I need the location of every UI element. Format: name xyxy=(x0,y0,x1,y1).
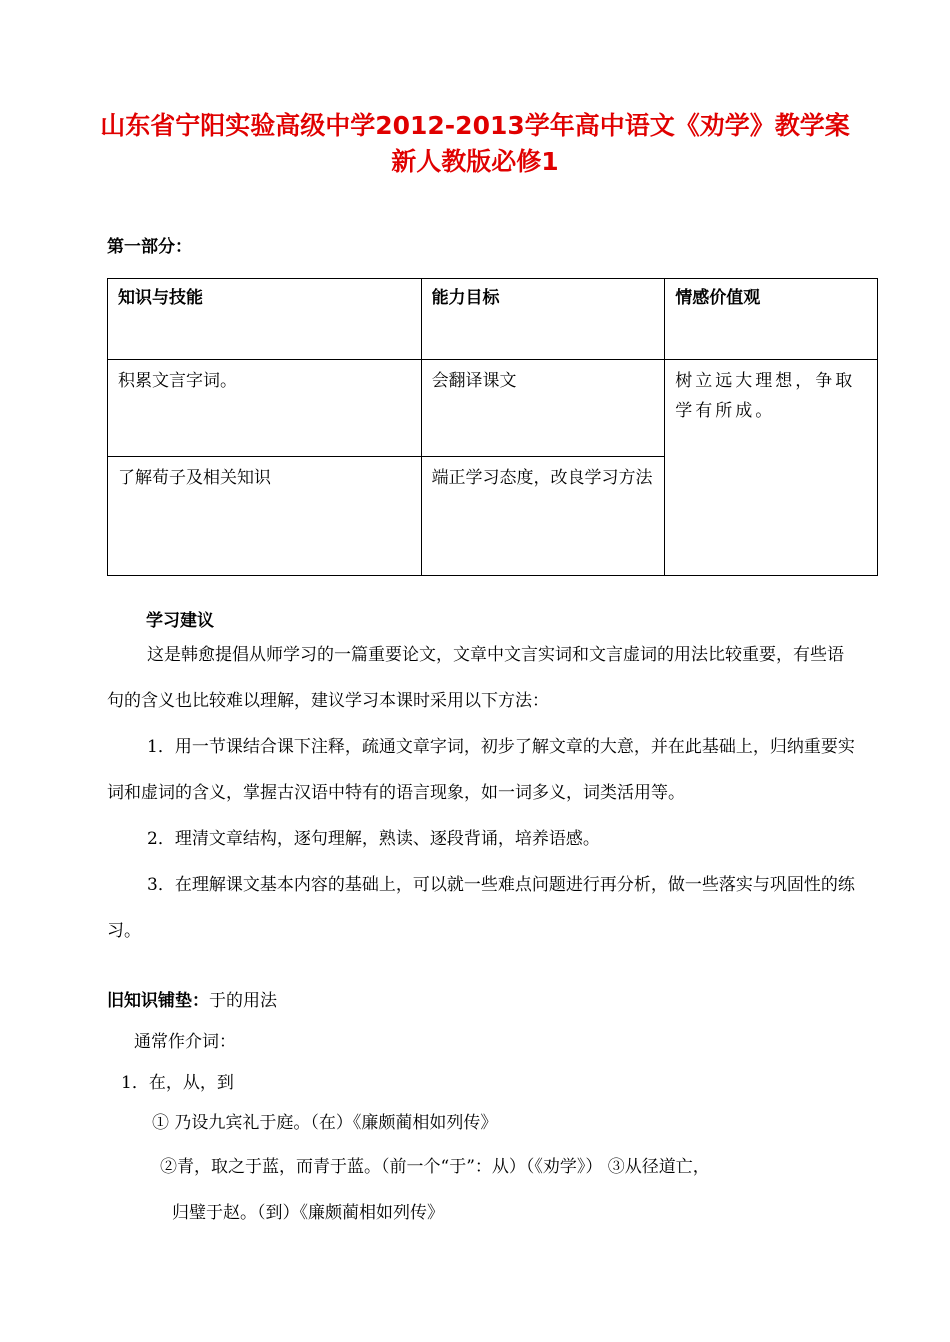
table-cell: 会翻译课文 xyxy=(421,360,665,457)
header-ability-goals: 能力目标 xyxy=(421,279,665,360)
study-advice-item-1: 1．用一节课结合课下注释，疏通文章字词，初步了解文章的大意，并在此基础上，归纳重要实词和虚词的含义，掌握古汉语中特有的语言现象，如一词多义，词类活用等。 xyxy=(107,737,855,803)
header-knowledge-skills: 知识与技能 xyxy=(108,279,422,360)
old-knowledge-heading xyxy=(107,986,277,1011)
study-advice-body xyxy=(107,632,859,954)
usage-point-1: 1．在，从，到 xyxy=(121,1073,234,1093)
part-one-label: 第一部分： xyxy=(107,237,192,257)
header-emotional-values: 情感价值观 xyxy=(665,279,878,360)
document-title: 山东省宁阳实验高级中学2012-2013学年高中语文《劝学》教学案 新人教版必修1 xyxy=(100,111,850,176)
goals-table xyxy=(107,278,878,576)
example-2: ②青，取之于蓝，而青于蓝。（前一个“于”：从）（《劝学》） ③从径道亡， xyxy=(160,1157,710,1177)
old-knowledge-topic: 于的用法 xyxy=(209,991,277,1011)
example-2-continued: 归璧于赵。（到）《廉颇蔺相如列传》 xyxy=(172,1203,444,1223)
study-advice-item-3: 3．在理解课文基本内容的基础上，可以就一些难点问题进行再分析，做一些落实与巩固性的练习。 xyxy=(107,875,855,941)
table-cell: 端正学习态度，改良学习方法 xyxy=(421,457,665,576)
table-cell-merged: 树立远大理想，争取学有所成。 xyxy=(665,360,878,576)
table-row xyxy=(108,360,878,457)
study-advice-intro: 这是韩愈提倡从师学习的一篇重要论文，文章中文言实词和文言虚词的用法比较重要，有些语句的含义也比较难以理解，建议学习本课时采用以下方法： xyxy=(107,645,844,711)
table-cell: 了解荀子及相关知识 xyxy=(108,457,422,576)
old-knowledge-label: 旧知识铺垫： xyxy=(107,991,209,1011)
goals-table-header-row xyxy=(108,279,878,360)
study-advice-item-2: 2．理清文章结构，逐句理解，熟读、逐段背诵，培养语感。 xyxy=(147,829,600,849)
usage-intro: 通常作介词： xyxy=(134,1032,236,1052)
example-1: ① 乃设九宾礼于庭。（在）《廉颇蔺相如列传》 xyxy=(152,1113,498,1133)
study-advice-heading: 学习建议 xyxy=(146,611,214,631)
table-cell: 积累文言字词。 xyxy=(108,360,422,457)
